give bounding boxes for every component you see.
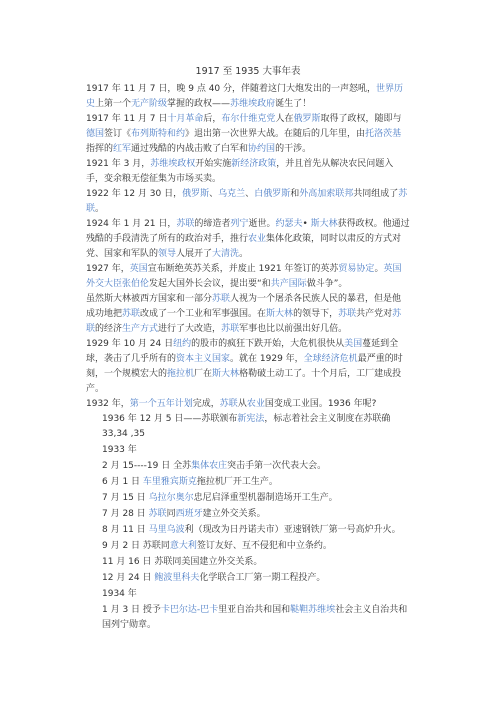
link[interactable]: 乌克兰 [218, 189, 246, 199]
link[interactable]: 共产国际 [270, 279, 307, 289]
paragraph [86, 337, 410, 397]
link[interactable]: 苏联 [122, 309, 141, 319]
text-span: 完成， [192, 399, 220, 409]
text-span: 的干涉。 [275, 144, 312, 154]
link[interactable]: 苏维埃政府 [230, 99, 276, 109]
timeline-entry [102, 587, 410, 602]
text-span: 。 [239, 249, 249, 259]
timeline-entry [102, 507, 410, 522]
link[interactable]: 大清洗 [212, 249, 240, 259]
link[interactable]: 苏联 [221, 324, 240, 334]
link[interactable]: 红军 [113, 144, 132, 154]
text-span: 获得政权。他通过残酷的手段清洗了所有的政治对手，推行 [86, 219, 410, 244]
text-span: 突击手第一次代表大会。 [227, 461, 327, 471]
text-span: 诞生了！ [275, 99, 312, 109]
text-span: • [302, 219, 311, 229]
link[interactable]: 贸易协定 [338, 264, 375, 274]
text-span: 2 月 15----19 日 全苏 [102, 461, 192, 471]
paragraph [86, 217, 410, 262]
paragraph [86, 292, 410, 337]
text-span: 1921 年 3 月， [86, 159, 151, 169]
text-span: 8 月 11 日 [102, 525, 149, 535]
link[interactable]: 集体农庄 [191, 461, 228, 471]
text-span: 1 月 3 日 授予 [102, 605, 161, 615]
text-span: 1917 年 11 月 7 日，晚 9 点 40 分，伴随着这门大炮发出的一声怒吼， [86, 84, 377, 94]
text-span: 里亚自治共和国和 [218, 605, 291, 615]
link[interactable]: 托洛茨基 [365, 129, 402, 139]
link[interactable]: 列宁 [230, 219, 249, 229]
text-span: 蔓延到全球，袭击了几乎所有的 [86, 339, 399, 364]
link[interactable]: 意大利 [169, 541, 197, 551]
paragraph [86, 112, 410, 157]
text-span: 集体化政策，同时以肃反的方式对党、国家和军队的 [86, 234, 402, 259]
text-span: 军事也比以前强出好几倍。 [239, 324, 348, 334]
link[interactable]: 苏联 [86, 189, 408, 214]
paragraph [86, 262, 410, 292]
text-span: 签订《 [104, 129, 132, 139]
timeline-entry [102, 491, 410, 506]
text-span: 虽然斯大林被西方国家和一部分 [86, 294, 213, 304]
text-span: 7 月 15 日 [102, 493, 149, 503]
text-span: 人在 [275, 114, 294, 124]
link[interactable]: 卡巴尔达-巴卡 [160, 605, 219, 615]
text-span: 开始实施 [195, 159, 232, 169]
link[interactable]: 无产阶级 [131, 99, 168, 109]
text-span: 12 月 24 日 [102, 573, 155, 583]
text-span: 的领导下， [293, 309, 339, 319]
link[interactable]: 斯大林 [212, 369, 240, 379]
text-span: 做斗争”。 [306, 279, 348, 289]
timeline-entry [102, 475, 410, 490]
link[interactable]: 苏联 [338, 309, 357, 319]
link[interactable]: 新经济政策 [231, 159, 277, 169]
timeline-entry [102, 555, 410, 570]
text-span: 。 [95, 204, 105, 214]
link[interactable]: 苏联 [148, 509, 167, 519]
link[interactable]: 车里雅宾斯克 [142, 477, 197, 487]
link[interactable]: 协约国 [248, 144, 276, 154]
timeline-entry [102, 523, 410, 538]
link[interactable]: 白俄罗斯 [254, 189, 291, 199]
link[interactable]: 农业 [248, 234, 267, 244]
paragraph [86, 187, 410, 217]
timeline-entry [102, 459, 410, 474]
text-span: 同 [166, 509, 176, 519]
link[interactable]: 全球经济危机 [303, 354, 358, 364]
text-span: 建立外交关系。 [202, 509, 266, 519]
link[interactable]: 第一个五年计划 [129, 399, 193, 409]
timeline-entry [102, 539, 410, 554]
text-span: 、 [245, 189, 255, 199]
text-span: 改成了一个工业和军事强国。在 [140, 309, 267, 319]
link[interactable]: 斯大林 [310, 219, 338, 229]
link[interactable]: 苏维埃政权 [150, 159, 196, 169]
link[interactable]: 马里乌波 [148, 525, 185, 535]
link[interactable]: 英国 [129, 264, 148, 274]
text-span: 签订友好、互不侵犯和中立条约。 [196, 541, 332, 551]
text-span: 格勒破土动工了。十个月后，工厂建成投产。 [86, 369, 402, 394]
text-span: 1929 年 10 月 24 日 [86, 339, 174, 349]
text-span: 社会主义自治共和国列宁勋章。 [102, 605, 408, 630]
link[interactable]: 苏联 [176, 219, 195, 229]
text-span: 共同组成了 [353, 189, 399, 199]
text-span: 人展开了 [176, 249, 213, 259]
timeline-entry [102, 603, 410, 633]
text-span: 6 月 1 日 [102, 477, 143, 487]
text-span: 的经济 [95, 324, 123, 334]
text-span: ，标志着社会主义制度在苏联确 33,34 ,35 [102, 414, 391, 439]
link[interactable]: 拖拉机 [167, 369, 195, 379]
text-span: 进行了大改造， [158, 324, 222, 334]
timeline-entry [102, 571, 410, 586]
text-span: 1932 年， [86, 399, 130, 409]
text-span: 》退出第一次世界大战。在随后的几年里，由 [185, 129, 366, 139]
link[interactable]: 俄罗斯 [293, 114, 321, 124]
text-span: 1934 年 [102, 589, 137, 599]
text-span: 1924 年 1 月 21 日， [86, 219, 177, 229]
text-span: 取得了政权，随即与 [320, 114, 402, 124]
document-title: 1917 至 1935 大事年表 [195, 66, 301, 77]
link[interactable]: 十月革命 [167, 114, 204, 124]
text-span: 从 [237, 399, 247, 409]
paragraph [86, 397, 410, 412]
text-span: 利（现改为日丹诺夫市）亚速钢铁厂第一号高炉升火。 [184, 525, 401, 535]
text-span: 共产党对 [356, 309, 393, 319]
text-span: 9 月 2 日 苏联同 [102, 541, 170, 551]
text-span: 的股市的疯狂下跌开始，大危机很快从 [191, 339, 345, 349]
text-span: 7 月 28 日 [102, 509, 149, 519]
text-span: 忠尼启泽重型机器制造场开工生产。 [193, 493, 338, 503]
text-span: 1927 年， [86, 264, 130, 274]
link[interactable]: 资本主义国家 [176, 354, 231, 364]
text-span: 1917 年 11 月 7 日 [86, 114, 168, 124]
link[interactable]: 纽约 [173, 339, 192, 349]
text-span: 和 [290, 189, 300, 199]
link[interactable]: 布列斯特和约 [131, 129, 186, 139]
link[interactable]: 约瑟夫 [275, 219, 303, 229]
link[interactable]: 新宪法 [237, 414, 265, 424]
text-span: 逝世。 [248, 219, 276, 229]
link[interactable]: 西班牙 [175, 509, 203, 519]
text-span: 、 [209, 189, 219, 199]
link[interactable]: 鲍波里科夫 [154, 573, 200, 583]
text-span: 1936 年 12 月 5 日——苏联颁布 [102, 414, 238, 424]
text-span: 人视为一个屠杀各民族人民的暴君，但是他成功地把 [86, 294, 402, 319]
text-span: 11 月 16 日 苏联同美国建立外交关系。 [102, 557, 263, 567]
text-span: 拖拉机厂开工生产。 [196, 477, 278, 487]
link[interactable]: 鞑靼苏维埃 [290, 605, 336, 615]
paragraph [86, 157, 410, 187]
text-span: ，并且首先从解决农民问题入手，变余粮无偿征集为市场买卖。 [86, 159, 394, 184]
link[interactable]: 英国外交大臣张伯伦 [86, 264, 402, 289]
text-span: 。 [374, 264, 384, 274]
link[interactable]: 德国 [86, 129, 105, 139]
link[interactable]: 领导 [158, 249, 177, 259]
text-span: 1933 年 [102, 445, 137, 455]
text-span: 厂在 [194, 369, 213, 379]
link[interactable]: 乌拉尔奥尔 [148, 493, 194, 503]
text-span: 掌握的政权—— [167, 99, 231, 109]
text-span: 化学联合工厂第一期工程投产。 [199, 573, 326, 583]
link[interactable]: 苏联 [86, 309, 402, 334]
link[interactable]: 苏联 [212, 294, 231, 304]
link[interactable]: 苏联 [219, 399, 238, 409]
link[interactable]: 美国 [344, 339, 363, 349]
text-span: 后， [203, 114, 222, 124]
link[interactable]: 世界历史 [86, 84, 404, 109]
link[interactable]: 外高加索联邦 [299, 189, 354, 199]
text-span: 。就在 1929 年， [230, 354, 304, 364]
timeline-entries [86, 412, 410, 633]
paragraphs [86, 82, 410, 412]
text-span: 最严重的时刻，一个规模宏大的 [86, 354, 403, 379]
text-span: 指挥的 [86, 144, 114, 154]
text-span: 的缔造者 [194, 219, 231, 229]
text-span: 发起大国外长会议，提出要“和 [149, 279, 271, 289]
text-span: 上第一个 [95, 99, 132, 109]
timeline-entry [102, 412, 410, 442]
text-span: 宣布断绝英苏关系，并废止 1921 年签订的英苏 [147, 264, 339, 274]
paragraph [86, 82, 410, 112]
link[interactable]: 农业 [246, 399, 265, 409]
timeline-entry [102, 443, 410, 458]
link[interactable]: 生产方式 [122, 324, 159, 334]
link[interactable]: 斯大林 [266, 309, 294, 319]
text-span: 通过残酷的内战击败了白军和 [131, 144, 249, 154]
link[interactable]: 俄罗斯 [182, 189, 210, 199]
text-span: 1922 年 12 月 30 日， [86, 189, 183, 199]
text-span: 国变成工业国。1936 年呢? [264, 399, 377, 409]
link[interactable]: 布尔什维克党 [221, 114, 276, 124]
